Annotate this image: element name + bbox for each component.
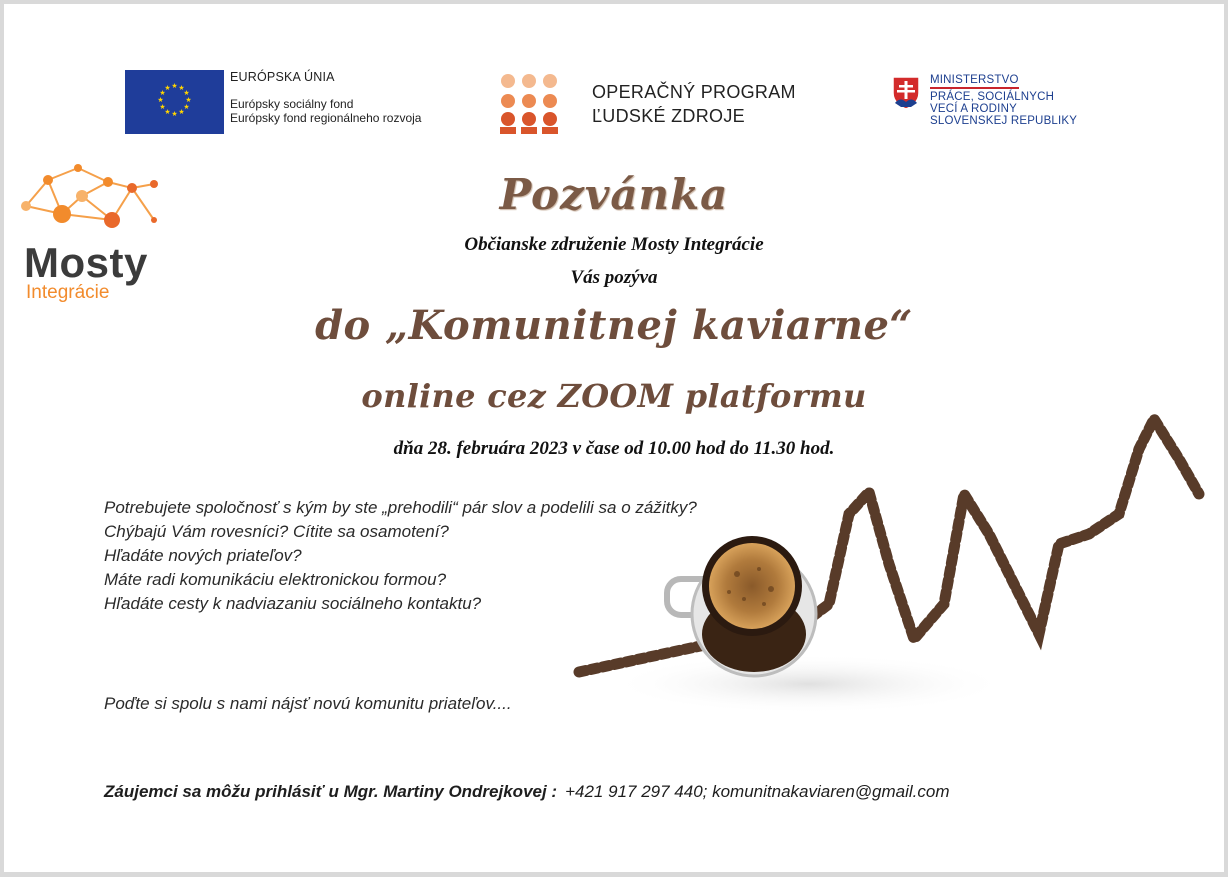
ministry-line-4: SLOVENSKEJ REPUBLIKY xyxy=(930,115,1078,127)
event-mode: online cez ZOOM platformu xyxy=(361,377,867,415)
eu-flag-icon xyxy=(125,70,224,134)
mosty-logo-word: Mosty xyxy=(24,239,148,286)
event-date: dňa 28. februára 2023 v čase od 10.00 hod do 11.30 hod. xyxy=(393,438,835,459)
ministry-line-1: MINISTERSTVO xyxy=(930,74,1019,89)
contact-label: Záujemci sa môžu prihlásiť u Mgr. Martiny Ondrejkovej : xyxy=(104,782,558,801)
contact-line xyxy=(104,782,950,802)
svg-text:★: ★ xyxy=(164,108,171,116)
invitation-title: Pozvánka xyxy=(499,170,729,219)
op-dots-icon xyxy=(498,72,560,134)
svg-text:★: ★ xyxy=(157,96,164,104)
question-item: Potrebujete spoločnosť s kým by ste „prehodili“ pár slov a podelili sa o zážitky? xyxy=(104,498,697,517)
svg-text:★: ★ xyxy=(171,110,178,118)
op-line-2: ĽUDSKÉ ZDROJE xyxy=(592,106,745,126)
svg-text:★: ★ xyxy=(159,89,166,97)
eu-logo-text xyxy=(230,70,421,125)
mosty-logo-sub: Integrácie xyxy=(26,282,110,303)
questions-list xyxy=(104,496,697,616)
organization-line: Občianske združenie Mosty Integrácie xyxy=(464,234,764,255)
closing-invite: Poďte si spolu s nami nájsť novú komunitu priateľov.... xyxy=(104,694,512,713)
ministry-line-2: PRÁCE, SOCIÁLNYCH xyxy=(930,91,1055,103)
svg-text:★: ★ xyxy=(183,89,190,97)
question-item: Hľadáte cesty k nadviazaniu sociálneho kontaktu? xyxy=(104,594,482,613)
invitation-page xyxy=(4,4,1224,872)
svg-text:★: ★ xyxy=(183,103,190,111)
invites-line: Vás pozýva xyxy=(570,267,658,288)
question-item: Máte radi komunikáciu elektronickou formou? xyxy=(104,570,447,589)
svg-text:★: ★ xyxy=(178,108,185,116)
slovak-crest-icon xyxy=(891,75,921,111)
question-item: Chýbajú Vám rovesníci? Cítite sa osamotení? xyxy=(104,522,449,541)
eu-title: EURÓPSKA ÚNIA xyxy=(230,70,335,84)
op-logo-text xyxy=(592,80,796,128)
svg-text:★: ★ xyxy=(178,84,185,92)
svg-text:★: ★ xyxy=(159,103,166,111)
eu-line-2: Európsky fond regionálneho rozvoja xyxy=(230,111,422,125)
svg-text:★: ★ xyxy=(185,96,192,104)
svg-text:★: ★ xyxy=(171,82,178,90)
contact-details: +421 917 297 440; komunitnakaviaren@gmail.com xyxy=(565,782,950,801)
ministry-line-3: VECÍ A RODINY xyxy=(930,103,1017,115)
eu-line-1: Európsky sociálny fond xyxy=(230,97,354,111)
op-line-1: OPERAČNÝ PROGRAM xyxy=(592,82,796,102)
event-title: do „Komunitnej kaviarne“ xyxy=(315,302,913,349)
svg-text:★: ★ xyxy=(164,84,171,92)
question-item: Hľadáte nových priateľov? xyxy=(104,546,302,565)
ministry-text xyxy=(930,74,1077,127)
